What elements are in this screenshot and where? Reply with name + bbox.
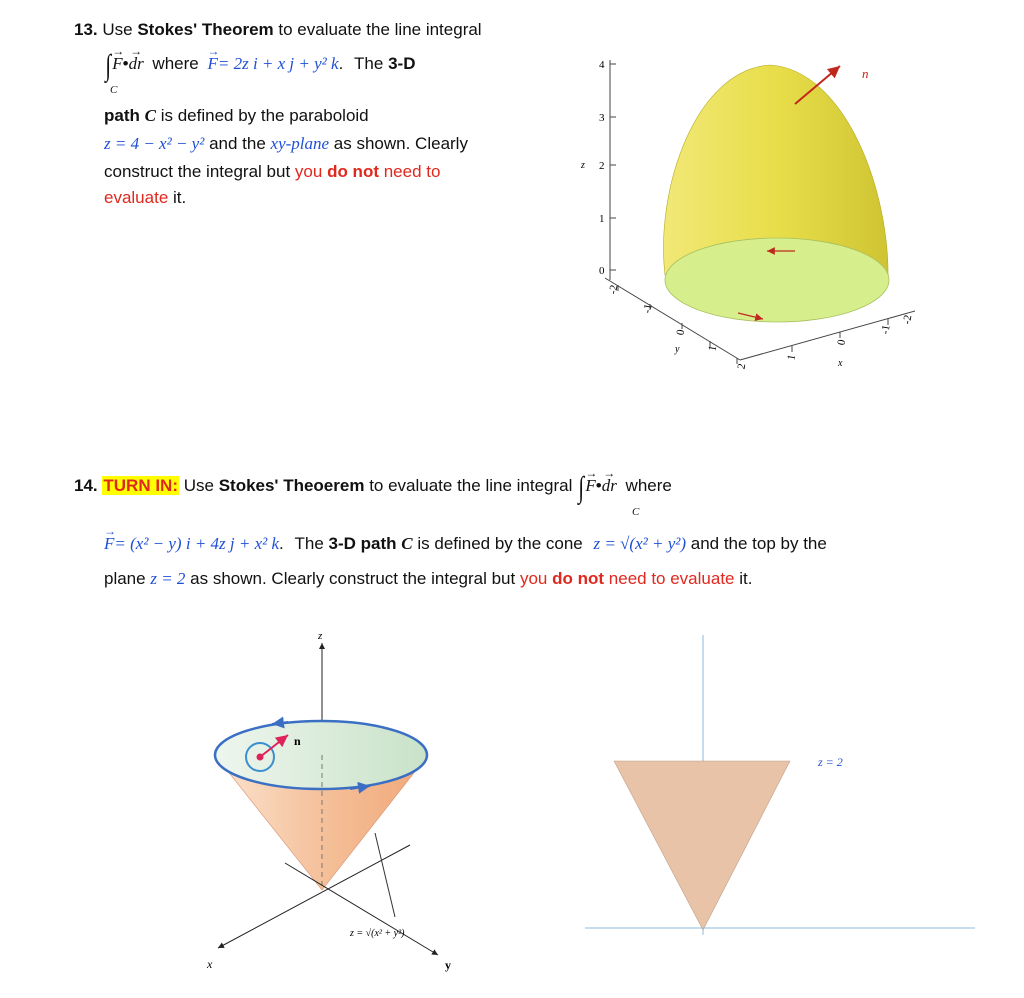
problem-13-line-3 bbox=[104, 102, 369, 130]
p14-cone-eq: z = √(x² + y²) bbox=[593, 534, 686, 553]
x-tick-1: 1 bbox=[785, 353, 799, 362]
cone-label: z = √(x² + y²) bbox=[350, 928, 405, 939]
p14-path-bold: 3-D path bbox=[328, 534, 397, 553]
y-axis bbox=[285, 863, 438, 955]
p13-field-rhs: = 2z i + x j + y² k bbox=[217, 54, 339, 73]
p13-and-the: and the bbox=[209, 134, 266, 153]
plane-label: z = 2 bbox=[818, 755, 843, 769]
cone-label-leader bbox=[375, 833, 395, 917]
p13-it: it. bbox=[173, 188, 187, 207]
p13-plane-name: xy-plane bbox=[270, 134, 330, 153]
z-tick-4: 4 bbox=[599, 59, 605, 71]
problem-13-line-4 bbox=[104, 130, 468, 158]
p13-need-to: need to bbox=[383, 162, 441, 181]
p14-integral-dot: • bbox=[595, 476, 602, 495]
problem-13-line-6 bbox=[104, 184, 186, 212]
turn-in-highlight: TURN IN: bbox=[103, 476, 178, 495]
x-tick-0: 0 bbox=[835, 338, 849, 347]
p13-line2-c: C bbox=[144, 106, 156, 125]
problem-14-line-3 bbox=[104, 565, 752, 593]
p13-theorem: Stokes' Theorem bbox=[137, 20, 274, 39]
p14-you: you bbox=[519, 569, 548, 588]
p13-surface-eq: z = 4 − x² − y² bbox=[104, 134, 205, 153]
p13-period: . bbox=[338, 54, 344, 73]
p13-you: you bbox=[294, 162, 323, 181]
z-axis-label: z bbox=[581, 160, 585, 171]
normal-base-dot bbox=[257, 754, 264, 761]
p14-do-not: do not bbox=[552, 569, 605, 588]
p14-field-lhs: → F bbox=[104, 530, 114, 558]
p14-theorem: Stokes' Theoerem bbox=[218, 476, 365, 495]
p13-as-shown: as shown. Clearly bbox=[333, 134, 468, 153]
p14-as-shown: as shown. Clearly construct the integral but bbox=[190, 569, 516, 588]
p13-integral-f: → F bbox=[112, 50, 122, 78]
x-tick--1: -1 bbox=[879, 324, 893, 336]
z-ticks bbox=[610, 64, 616, 270]
integral-sign: ∫ bbox=[578, 471, 585, 504]
problem-14-line-1 bbox=[74, 472, 672, 503]
p14-integral-f: → F bbox=[585, 472, 595, 500]
p13-integral-dot: • bbox=[122, 54, 129, 73]
z-tick-2: 2 bbox=[599, 160, 605, 172]
p13-line4: construct the integral but bbox=[104, 162, 291, 181]
p14-use: Use bbox=[183, 476, 214, 495]
cone-cross-section bbox=[614, 761, 790, 930]
x-tick--2: -2 bbox=[901, 314, 915, 326]
integral-sign: ∫ bbox=[105, 49, 111, 82]
p14-top-text: and the top by the bbox=[690, 534, 827, 553]
p13-line2-rest: is defined by the paraboloid bbox=[160, 106, 369, 125]
normal-label: n bbox=[294, 734, 301, 748]
p13-intro-end: to evaluate the line integral bbox=[278, 20, 482, 39]
paraboloid-figure bbox=[555, 40, 915, 390]
y-tick-1: 1 bbox=[706, 344, 720, 353]
p14-path-c: C bbox=[401, 534, 413, 553]
z-tick-0: 0 bbox=[599, 265, 605, 277]
p14-plane-eq: z = 2 bbox=[150, 569, 186, 588]
p13-evaluate: evaluate bbox=[104, 188, 169, 207]
problem-13-number: 13. bbox=[74, 20, 98, 39]
normal-label: n bbox=[862, 66, 869, 81]
y-tick-2: 2 bbox=[735, 362, 749, 371]
problem-13-line-2 bbox=[104, 50, 415, 81]
p13-where: where bbox=[152, 54, 199, 73]
p14-the: The bbox=[294, 534, 324, 553]
p14-where: where bbox=[625, 476, 672, 495]
z-tick-3: 3 bbox=[599, 112, 605, 124]
p13-line2-bold: path bbox=[104, 106, 140, 125]
p13-do-not: do not bbox=[327, 162, 379, 181]
p14-integral-sub-c: C bbox=[632, 506, 640, 518]
p13-path-bold: 3-D bbox=[388, 54, 416, 73]
y-axis-label: y bbox=[445, 958, 451, 972]
p13-integral-dr: → dr bbox=[129, 50, 144, 78]
p14-need-eval: need to evaluate bbox=[608, 569, 735, 588]
cross-section-figure bbox=[580, 635, 980, 955]
p14-plane-word: plane bbox=[104, 569, 146, 588]
problem-13-line-5 bbox=[104, 158, 440, 186]
x-axis-label: x bbox=[207, 957, 213, 971]
y-axis-label: y bbox=[675, 344, 680, 355]
y-tick--2: -2 bbox=[607, 284, 621, 296]
x-axis-label: x bbox=[838, 358, 843, 369]
p14-intro-end: to evaluate the line integral bbox=[369, 476, 573, 495]
p14-defined: is defined by the cone bbox=[417, 534, 583, 553]
cone-figure bbox=[190, 625, 490, 985]
p13-field-lhs: → F bbox=[207, 50, 217, 78]
p14-integral-dr: → dr bbox=[602, 472, 617, 500]
y-tick-0: 0 bbox=[674, 328, 688, 337]
p13-the: The bbox=[354, 54, 384, 73]
z-tick-1: 1 bbox=[599, 213, 605, 225]
problem-14-number: 14. bbox=[74, 476, 98, 495]
p13-intro: Use bbox=[102, 20, 133, 39]
problem-14-line-2 bbox=[104, 530, 827, 558]
y-tick--1: -1 bbox=[641, 303, 655, 315]
p14-field-rhs: = (x² − y) i + 4z j + x² k bbox=[114, 534, 280, 553]
z-axis-label: z bbox=[318, 630, 323, 642]
p14-period: . bbox=[279, 534, 284, 553]
p14-it: it. bbox=[739, 569, 753, 588]
p13-integral-sub-c: C bbox=[110, 84, 118, 96]
